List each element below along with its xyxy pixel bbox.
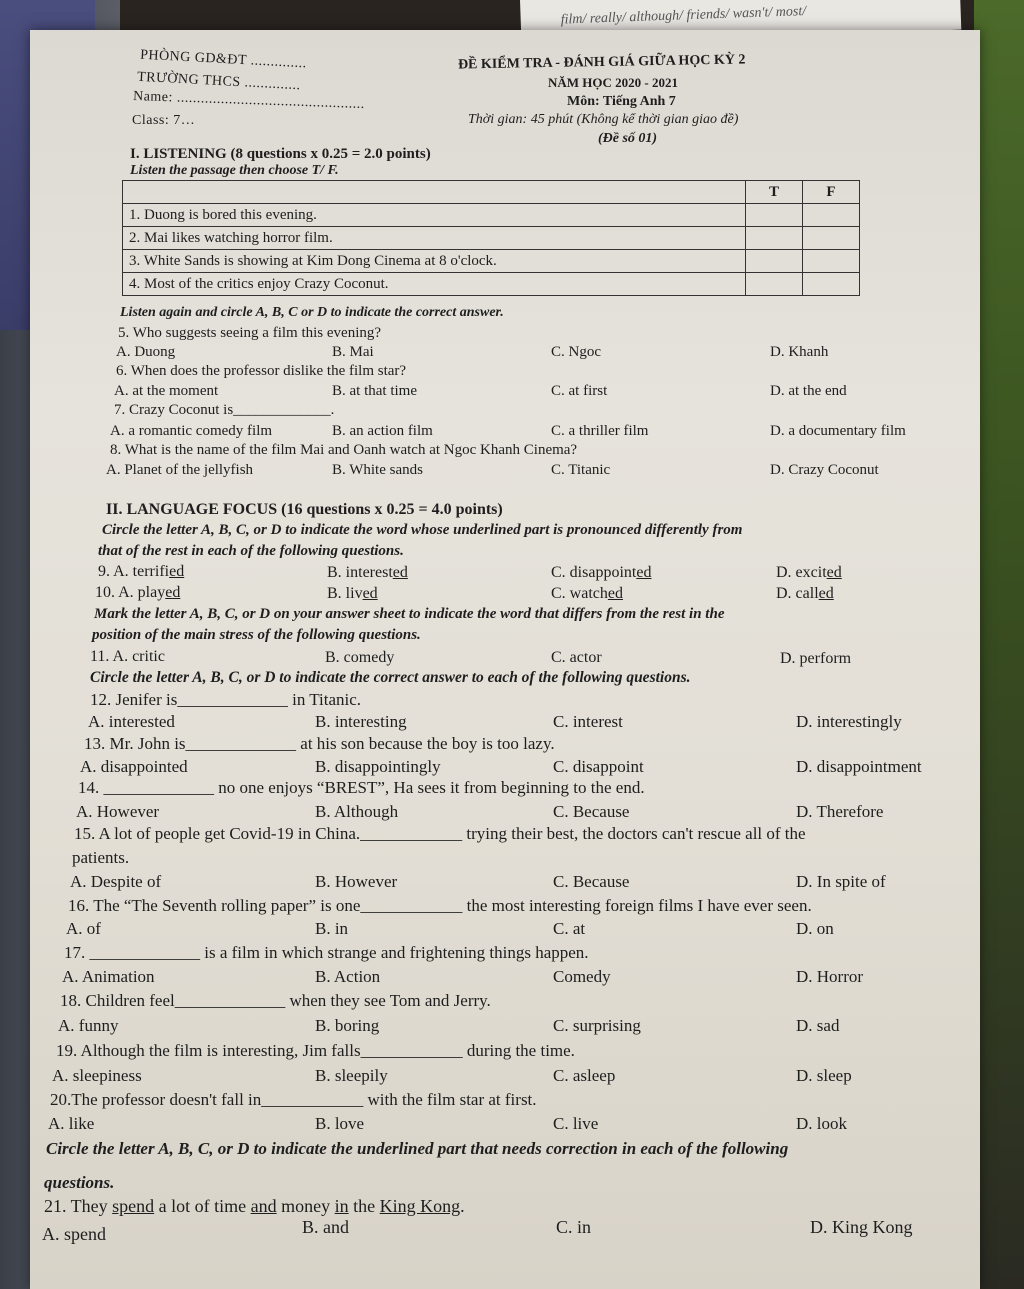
answer-option-a[interactable]: A. disappointed: [80, 757, 188, 776]
q11-option-b[interactable]: B. comedy: [325, 649, 395, 666]
answer-f-cell[interactable]: [803, 204, 860, 227]
answer-option-d[interactable]: D. sad: [796, 1016, 840, 1035]
q10-option-c[interactable]: C. watched: [551, 585, 623, 602]
q9-option-a[interactable]: 9. A. terrified: [98, 563, 185, 580]
table-header-blank: [123, 181, 746, 204]
answer-option-b[interactable]: B. sleepily: [315, 1066, 388, 1085]
answer-option-c[interactable]: C. Ngoc: [551, 344, 601, 360]
error-instruction-1: Circle the letter A, B, C, or D to indicate the underlined part that needs correction in each of the following: [46, 1139, 789, 1158]
table-row: [123, 250, 860, 273]
q21-option-c[interactable]: C. in: [556, 1217, 592, 1237]
answer-option-d[interactable]: D. on: [796, 919, 834, 938]
statement: 3. White Sands is showing at Kim Dong Cinema at 8 o'clock.: [123, 250, 746, 273]
answer-t-cell[interactable]: [746, 273, 803, 296]
pron-instruction-1: Circle the letter A, B, C, or D to indicate the word whose underlined part is pronounced differently from: [102, 522, 743, 538]
answer-option-b[interactable]: B. Action: [315, 967, 381, 986]
answer-f-cell[interactable]: [803, 227, 860, 250]
statement: 1. Duong is bored this evening.: [123, 204, 746, 227]
answer-option-c[interactable]: C. interest: [553, 712, 623, 731]
answer-option-c[interactable]: C. disappoint: [553, 757, 644, 776]
answer-option-b[interactable]: B. boring: [315, 1016, 380, 1035]
answer-option-d[interactable]: D. Therefore: [796, 802, 884, 821]
answer-option-d[interactable]: D. sleep: [796, 1066, 852, 1085]
answer-option-c[interactable]: C. live: [553, 1114, 599, 1133]
exam-code: (Đề số 01): [598, 131, 658, 146]
listening-title: I. LISTENING (8 questions x 0.25 = 2.0 points): [130, 146, 431, 162]
answer-f-cell[interactable]: [803, 273, 860, 296]
answer-option-a[interactable]: A. sleepiness: [52, 1066, 142, 1085]
pron-instruction-2: that of the rest in each of the following questions.: [98, 543, 404, 559]
answer-option-b[interactable]: B. However: [315, 872, 398, 891]
language-title: II. LANGUAGE FOCUS (16 questions x 0.25 = 4.0 points): [106, 501, 503, 518]
q11-option-c[interactable]: C. actor: [551, 649, 602, 666]
table-row: [123, 273, 860, 296]
q9-option-b[interactable]: B. interested: [327, 564, 408, 581]
listening-instruction-2: Listen again and circle A, B, C or D to indicate the correct answer.: [120, 305, 504, 320]
answer-option-b[interactable]: B. an action film: [332, 423, 433, 439]
question-text: 19. Although the film is interesting, Jim falls____________ during the time.: [56, 1041, 575, 1060]
col-t: T: [746, 181, 803, 204]
stress-instruction-2: position of the main stress of the following questions.: [92, 627, 421, 643]
q21-option-d[interactable]: D. King Kong: [810, 1217, 913, 1237]
answer-option-d[interactable]: D. look: [796, 1114, 847, 1133]
question-text: patients.: [72, 848, 130, 867]
answer-t-cell[interactable]: [746, 227, 803, 250]
answer-option-b[interactable]: B. interesting: [315, 712, 407, 731]
listening-instruction-1: Listen the passage then choose T/ F.: [130, 163, 339, 178]
q10-option-d[interactable]: D. called: [776, 585, 834, 602]
question-text: 18. Children feel_____________ when they see Tom and Jerry.: [60, 991, 491, 1010]
question-text: 5. Who suggests seeing a film this evening?: [118, 325, 382, 341]
answer-option-a[interactable]: A. interested: [88, 712, 175, 731]
answer-option-d[interactable]: D. disappointment: [796, 757, 922, 776]
answer-option-a[interactable]: A. of: [66, 919, 101, 938]
question-text: 13. Mr. John is_____________ at his son because the boy is too lazy.: [84, 734, 555, 753]
answer-option-a[interactable]: A. like: [48, 1114, 95, 1133]
question-text: 15. A lot of people get Covid-19 in China.____________ trying their best, the doctors can't rescue all of the: [74, 824, 806, 843]
question-text: 6. When does the professor dislike the film star?: [116, 363, 407, 379]
col-f: F: [803, 181, 860, 204]
answer-option-d[interactable]: D. interestingly: [796, 712, 902, 731]
stress-instruction-1: Mark the letter A, B, C, or D on your answer sheet to indicate the word that differs from the rest in the: [94, 606, 725, 622]
answer-option-c[interactable]: C. Because: [553, 802, 630, 821]
q10-option-b[interactable]: B. lived: [327, 585, 378, 602]
q21-sentence: 21. They spend a lot of time and money in the King Kong.: [44, 1196, 465, 1216]
answer-option-c[interactable]: C. Because: [553, 872, 630, 891]
q11-option-d[interactable]: D. perform: [780, 650, 852, 667]
name-label: Name: ...............................................: [132, 88, 366, 113]
q9-option-d[interactable]: D. excited: [776, 564, 842, 581]
answer-option-d[interactable]: D. Khanh: [770, 344, 829, 360]
answer-f-cell[interactable]: [803, 250, 860, 273]
question-text: 14. _____________ no one enjoys “BREST”, Ha sees it from beginning to the end.: [78, 778, 645, 797]
answer-option-c[interactable]: C. surprising: [553, 1016, 641, 1035]
answer-option-a[interactable]: A. Duong: [116, 344, 176, 360]
class-label: Class: 7…: [132, 113, 196, 128]
answer-option-a[interactable]: A. Animation: [62, 967, 155, 986]
school-year: NĂM HỌC 2020 - 2021: [548, 75, 678, 90]
answer-option-a[interactable]: A. Despite of: [70, 872, 162, 891]
answer-option-b[interactable]: B. in: [315, 919, 349, 938]
answer-option-d[interactable]: D. a documentary film: [770, 423, 906, 439]
answer-option-c[interactable]: C. at first: [551, 383, 608, 399]
answer-option-d[interactable]: D. Horror: [796, 967, 864, 986]
question-text: 17. _____________ is a film in which strange and frightening things happen.: [64, 943, 589, 962]
table-row: [123, 181, 860, 204]
true-false-table: [122, 180, 860, 296]
q9-option-c[interactable]: C. disappointed: [551, 564, 652, 581]
exam-title: ĐỀ KIỂM TRA - ĐÁNH GIÁ GIỮA HỌC KỲ 2: [457, 52, 746, 73]
strip-text: film/ really/ although/ friends/ wasn't/ most/: [560, 4, 807, 28]
answer-option-b[interactable]: B. Mai: [332, 344, 374, 360]
question-text: 16. The “The Seventh rolling paper” is one____________ the most interesting foreign films I have ever seen.: [68, 896, 812, 915]
answer-option-b[interactable]: B. disappointingly: [315, 757, 441, 776]
answer-option-c[interactable]: Comedy: [553, 967, 611, 986]
answer-option-a[interactable]: A. a romantic comedy film: [110, 423, 273, 439]
answer-option-a[interactable]: A. However: [76, 802, 160, 821]
answer-option-c[interactable]: C. a thriller film: [551, 423, 649, 439]
question-text: 20.The professor doesn't fall in____________ with the film star at first.: [50, 1090, 537, 1109]
dept-label: PHÒNG GD&ĐT ..............: [139, 47, 308, 72]
answer-option-d[interactable]: D. In spite of: [796, 872, 886, 891]
answer-option-c[interactable]: C. asleep: [553, 1066, 616, 1085]
question-text: 7. Crazy Coconut is_____________.: [114, 402, 335, 418]
answer-option-a[interactable]: A. Planet of the jellyfish: [106, 462, 254, 478]
desk-right-edge: [974, 0, 1024, 1289]
school-label: TRƯỜNG THCS ..............: [136, 69, 301, 94]
error-instruction-2: questions.: [44, 1173, 115, 1192]
answer-option-b[interactable]: B. at that time: [332, 383, 417, 399]
answer-t-cell[interactable]: [746, 250, 803, 273]
statement: 2. Mai likes watching horror film.: [123, 227, 746, 250]
subject: Môn: Tiếng Anh 7: [567, 94, 676, 109]
answer-option-a[interactable]: A. at the moment: [114, 383, 219, 399]
answer-option-b[interactable]: B. love: [315, 1114, 365, 1133]
q21-option-b[interactable]: B. and: [302, 1217, 349, 1237]
q11-option-a[interactable]: 11. A. critic: [90, 648, 165, 665]
mc-instruction: Circle the letter A, B, C, or D to indicate the correct answer to each of the following questions.: [90, 669, 691, 686]
q21-option-a[interactable]: A. spend: [42, 1224, 106, 1244]
statement: 4. Most of the critics enjoy Crazy Coconut.: [123, 273, 746, 296]
table-row: [123, 227, 860, 250]
answer-option-b[interactable]: B. Although: [315, 802, 399, 821]
answer-t-cell[interactable]: [746, 204, 803, 227]
answer-option-c[interactable]: C. Titanic: [551, 462, 611, 478]
answer-option-a[interactable]: A. funny: [58, 1016, 119, 1035]
question-text: 8. What is the name of the film Mai and Oanh watch at Ngoc Khanh Cinema?: [110, 442, 578, 458]
time-limit: Thời gian: 45 phút (Không kể thời gian giao đề): [468, 112, 739, 127]
answer-option-b[interactable]: B. White sands: [332, 462, 423, 478]
question-text: 12. Jenifer is_____________ in Titanic.: [90, 690, 362, 709]
answer-option-c[interactable]: C. at: [553, 919, 586, 938]
q10-option-a[interactable]: 10. A. played: [95, 584, 181, 601]
answer-option-d[interactable]: D. Crazy Coconut: [770, 462, 879, 478]
answer-option-d[interactable]: D. at the end: [770, 383, 847, 399]
table-row: [123, 204, 860, 227]
